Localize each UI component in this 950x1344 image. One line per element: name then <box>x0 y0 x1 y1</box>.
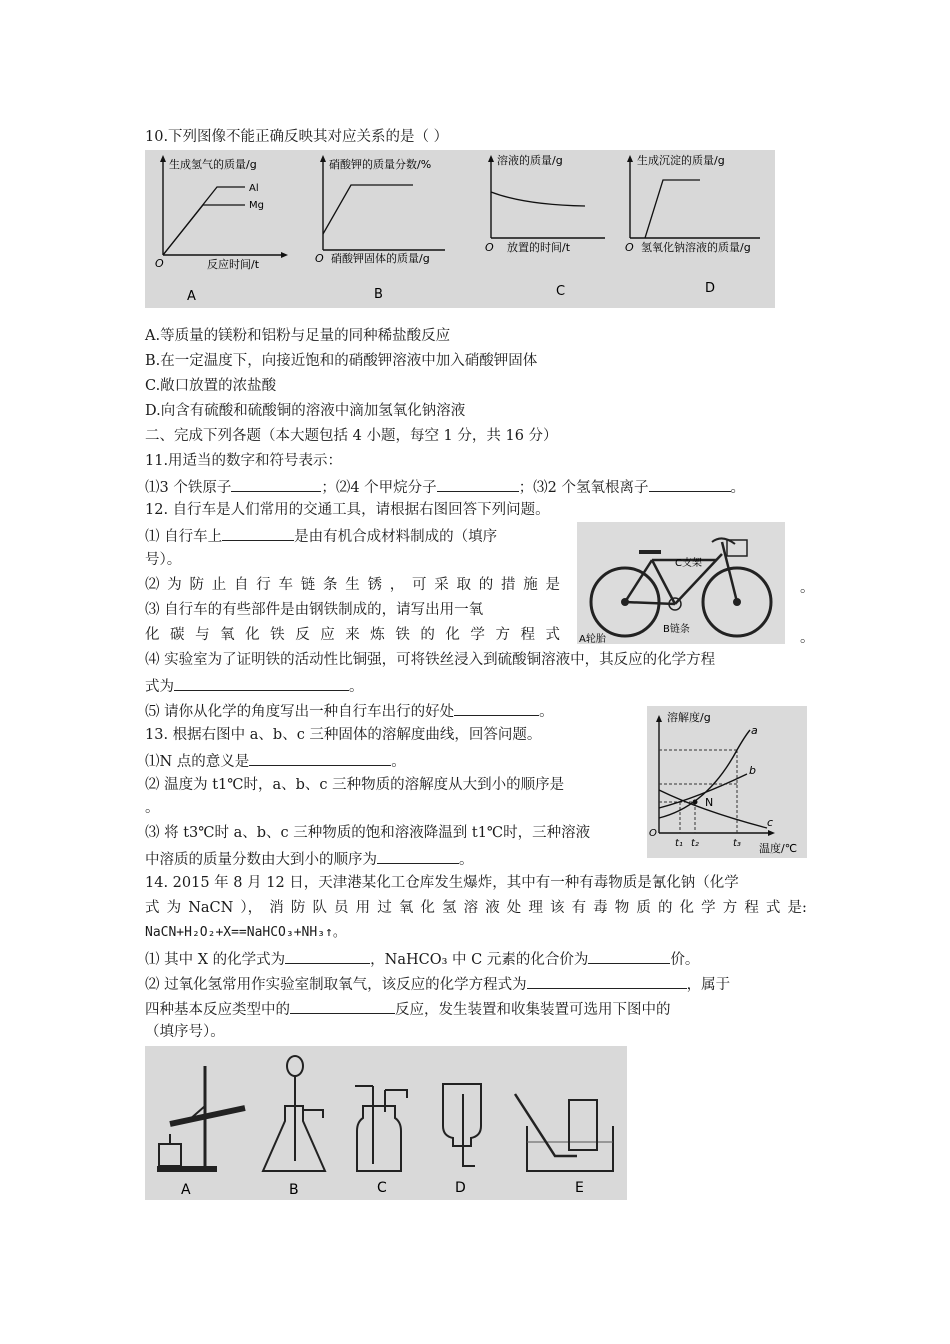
graph-c-origin: O <box>485 241 494 254</box>
q14-line-2-word: 员 <box>334 900 349 916</box>
apparatus-figure <box>145 1046 627 1200</box>
graph-d-ylabel: 生成沉淀的质量/g <box>637 154 725 167</box>
solubility-xlabel: 温度/℃ <box>759 842 798 855</box>
q12-s2-char: 采 <box>434 577 449 593</box>
q14-line-2-word: ）， <box>240 900 263 916</box>
solubility-origin: O <box>649 828 657 839</box>
q12-s3b-char: 铁 <box>270 627 285 643</box>
q14-line-2-word: 氢 <box>442 900 457 916</box>
q14-blank-1[interactable] <box>285 947 370 964</box>
q14-s2e: （填序号）。 <box>145 1024 225 1040</box>
q14-line-2-word: 防 <box>290 900 306 916</box>
q14-blank-2[interactable] <box>588 947 670 964</box>
q12-stem: 12. 自行车是人们常用的交通工具，请根据右图回答下列问题。 <box>145 502 550 518</box>
q14-line-2-word: 有 <box>571 900 587 916</box>
bike-label-a: A轮胎 <box>579 634 606 644</box>
q13-s3a: ⑶ 将 t3℃时 a、b、c 三种物质的饱和溶液降温到 t1℃时，三种溶液 <box>145 825 591 841</box>
q12-s5-end: 。 <box>539 704 554 720</box>
q14-line-2-word: 学 <box>701 900 716 916</box>
q14-s1-text-c: 价。 <box>670 952 700 968</box>
q12-s1c: 号）。 <box>145 552 182 568</box>
q12-s3b-char: 碳 <box>170 627 185 643</box>
q12-blank-5[interactable] <box>454 699 539 716</box>
apparatus-e <box>515 1094 613 1196</box>
q14-line-2-word: NaCN <box>188 900 234 916</box>
curve-c-label: c <box>767 816 774 829</box>
apparatus-a-label: A <box>181 1182 191 1198</box>
q14-s1-text-a: ⑴ 其中 X 的化学式为 <box>145 952 286 968</box>
q11-end: 。 <box>730 480 746 496</box>
graph-a-letter: A <box>187 289 196 304</box>
graph-a-origin: O <box>155 257 164 270</box>
q14-line-2-word: 质 <box>636 900 651 916</box>
q12-s2-char: ， <box>389 577 405 593</box>
q12-s3b-char: 式 <box>545 627 560 643</box>
q14-line-2 <box>145 897 807 919</box>
q14-line-2-word: 式 <box>145 900 160 916</box>
q12-s1 <box>145 524 497 548</box>
q14-s2-text-a: ⑵ 过氧化氢常用作实验室制取氧气，该反应的化学方程式为 <box>145 977 527 993</box>
q12-s3b-char: 与 <box>195 627 210 643</box>
q12-s3b-char: 反 <box>295 627 310 643</box>
q12-s2-char: ⑵ <box>145 577 160 593</box>
q13-s3-end: 。 <box>459 852 474 868</box>
graph-c-letter: C <box>556 284 566 299</box>
q12-s2 <box>145 574 560 596</box>
section-2-heading: 二、完成下列各题（本大题包括 4 小题，每空 1 分，共 16 分） <box>145 428 558 444</box>
q12-s3b-char: 铁 <box>395 627 410 643</box>
graph-d <box>625 153 760 296</box>
graph-c-ylabel: 溶液的质量/g <box>497 154 563 167</box>
q12-blank-1[interactable] <box>222 524 294 541</box>
bike-label-b: B链条 <box>663 624 690 635</box>
q14-line-2-word: 溶 <box>463 900 479 916</box>
q12-s2-char: 施 <box>523 577 538 593</box>
q12-s2-char: 的 <box>478 577 494 593</box>
tick-t2: t₂ <box>691 838 699 849</box>
q12-s5-text: ⑸ 请你从化学的角度写出一种自行车出行的好处 <box>145 704 455 720</box>
q12-s2-char: 防 <box>189 577 204 593</box>
q13-s1-text: ⑴N 点的意义是 <box>145 754 250 770</box>
q11-blank-3[interactable] <box>649 475 731 492</box>
q14-blank-4[interactable] <box>290 997 395 1014</box>
tick-t3: t₃ <box>733 838 741 849</box>
q11-part-2: ；⑵4 个甲烷分子 <box>321 480 437 496</box>
q12-s3b-char: 氧 <box>220 627 235 643</box>
curve-b-label: b <box>749 764 756 777</box>
q10-graphs-figure <box>145 150 775 308</box>
q11-blank-2[interactable] <box>437 475 519 492</box>
graph-b-letter: B <box>374 287 383 302</box>
q13-s2-end: 。 <box>145 800 160 816</box>
q13-blank-1[interactable] <box>249 749 391 766</box>
q14-line-2-word: 化 <box>679 900 695 916</box>
q12-s3b-char: 化 <box>445 627 460 643</box>
q10-option-c: C.敞口放置的浓盐酸 <box>145 378 277 394</box>
q13-blank-3[interactable] <box>377 847 459 864</box>
apparatus-e-label: E <box>575 1180 584 1196</box>
bike-label-c: C支架 <box>675 558 702 569</box>
apparatus-d <box>443 1084 481 1196</box>
q12-s1-text-b: 是由有机合成材料制成的（填序 <box>294 529 498 545</box>
q13-s1 <box>145 749 406 773</box>
q14-line-2-word: 的 <box>657 900 673 916</box>
q12-s4b-text: 式为 <box>145 679 174 695</box>
apparatus-d-label: D <box>455 1180 466 1196</box>
q14-line-2-word: 为 <box>166 900 182 916</box>
graph-b <box>315 155 445 302</box>
q10-stem: 10.下列图像不能正确反映其对应关系的是（ ） <box>145 129 449 145</box>
q14-line-2-word: 氧 <box>398 900 414 916</box>
q12-s2-char: 止 <box>211 577 227 593</box>
q12-s2-char: 条 <box>323 577 338 593</box>
q12-s5 <box>145 699 554 723</box>
graph-b-xlabel: 硝酸钾固体的质量/g <box>331 252 430 265</box>
q12-s1-text-a: ⑴ 自行车上 <box>145 529 223 545</box>
graph-d-xlabel: 氢氧化钠溶液的质量/g <box>641 241 751 254</box>
q12-s3b <box>145 624 560 646</box>
q13-s2: ⑵ 温度为 t1℃时，a、b、c 三种物质的溶解度从大到小的顺序是 <box>145 777 565 793</box>
q14-s2d-text: 反应，发生装置和收集装置可选用下图中的 <box>395 1002 671 1018</box>
q14-s2c-text: 四种基本反应类型中的 <box>145 1002 290 1018</box>
q12-s2-char: 链 <box>300 577 316 593</box>
q10-option-a: A.等质量的镁粉和铝粉与足量的同种稀盐酸反应 <box>145 328 451 344</box>
q12-s2-char: 是 <box>545 577 560 593</box>
q14-line-2-word: 处 <box>506 900 522 916</box>
q14-s1-text-b: ，NaHCO₃ 中 C 元素的化合价为 <box>370 952 589 968</box>
q11-part-3: ；⑶2 个氢氧根离子 <box>518 480 649 496</box>
graph-c-xlabel: 放置的时间/t <box>507 241 571 254</box>
q11-blank-1[interactable] <box>231 475 321 492</box>
graph-c <box>485 153 605 299</box>
apparatus-b-label: B <box>289 1182 299 1198</box>
q11-stem: 11.用适当的数字和符号表示： <box>145 453 343 469</box>
q14-s2c <box>145 997 671 1021</box>
q14-line-2-word: 是: <box>787 900 807 916</box>
q14-line-2-word: 该 <box>549 900 565 916</box>
graph-a-al: Al <box>249 183 259 194</box>
q12-s3-end: 。 <box>800 630 815 646</box>
apparatus-c <box>355 1086 407 1196</box>
q14-line-2-word: 式 <box>765 900 781 916</box>
q12-s3b-char: 程 <box>520 627 535 643</box>
q14-line-2-word: 过 <box>377 900 392 916</box>
q14-equation: NaCN+H₂O₂+X==NaHCO₃+NH₃↑。 <box>145 925 346 940</box>
q14-blank-3[interactable] <box>527 972 687 989</box>
q13-s3b <box>145 847 474 871</box>
graph-b-ylabel: 硝酸钾的质量分数/% <box>329 158 432 171</box>
q12-s4b <box>145 674 364 698</box>
graph-a <box>155 155 288 304</box>
q12-blank-4[interactable] <box>174 674 349 691</box>
curve-a-label: a <box>751 724 758 737</box>
q14-line-2-word: 液 <box>485 900 500 916</box>
q12-s3b-char: 方 <box>495 627 510 643</box>
q12-s2-char: 车 <box>278 577 293 593</box>
solubility-ylabel: 溶解度/g <box>667 711 711 724</box>
q14-line-2-word: 理 <box>528 900 543 916</box>
q12-s3b-char: 炼 <box>370 627 385 643</box>
q12-s2-char: 可 <box>412 577 427 593</box>
q12-s3b-char: 化 <box>145 627 160 643</box>
q11-part-1: ⑴3 个铁原子 <box>145 480 232 496</box>
graph-a-mg: Mg <box>249 200 264 211</box>
q12-s2-char: 取 <box>456 577 471 593</box>
q12-s3b-char: 学 <box>470 627 485 643</box>
q12-s4a: ⑷ 实验室为了证明铁的活动性比铜强，可将铁丝浸入到硫酸铜溶液中，其反应的化学方程 <box>145 652 716 668</box>
apparatus-a <box>157 1066 245 1198</box>
solubility-chart <box>647 706 807 858</box>
q12-s2-char: 为 <box>167 577 182 593</box>
q14-s2 <box>145 972 730 996</box>
q14-line-2-word: 化 <box>420 900 435 916</box>
q12-s3b-char: 来 <box>345 627 360 643</box>
q13-stem: 13. 根据右图中 a、b、c 三种固体的溶解度曲线，回答问题。 <box>145 727 542 743</box>
q14-line-2-word: 消 <box>269 900 284 916</box>
graph-d-origin: O <box>625 241 634 254</box>
q12-s3b-char: 的 <box>420 627 435 643</box>
q14-line-2-word: 物 <box>614 900 630 916</box>
q12-s2-char: 自 <box>234 577 249 593</box>
q14-line-1: 14. 2015 年 8 月 12 日，天津港某化工仓库发生爆炸，其中有一种有毒物质是氰化钠（化学 <box>145 875 739 891</box>
q14-line-2-word: 队 <box>312 900 327 916</box>
q12-s2-end: 。 <box>800 580 815 596</box>
q12-s4-end: 。 <box>349 679 364 695</box>
q12-s2-char: 生 <box>345 577 360 593</box>
q14-line-2-word: 用 <box>355 900 371 916</box>
q14-line-2-word: 程 <box>744 900 759 916</box>
point-n-label: N <box>705 796 714 809</box>
q12-s3a: ⑶ 自行车的有些部件是由钢铁制成的，请写出用一氧 <box>145 602 484 618</box>
q12-s3b-char: 应 <box>320 627 335 643</box>
q12-s3b-char: 化 <box>245 627 260 643</box>
q13-s3b-text: 中溶质的质量分数由大到小的顺序为 <box>145 852 377 868</box>
q12-s2-char: 行 <box>256 577 271 593</box>
q14-line-2-word: 毒 <box>593 900 608 916</box>
apparatus-b <box>263 1056 325 1198</box>
q12-s2-char: 措 <box>501 577 516 593</box>
graph-a-xlabel: 反应时间/t <box>207 258 260 271</box>
bicycle-figure <box>577 522 785 644</box>
q12-s2-char: 锈 <box>367 577 382 593</box>
q10-option-b: B.在一定温度下，向接近饱和的硝酸钾溶液中加入硝酸钾固体 <box>145 353 538 369</box>
q10-option-d: D.向含有硫酸和硫酸铜的溶液中滴加氢氧化钠溶液 <box>145 403 466 419</box>
q14-s1 <box>145 947 699 971</box>
q13-s1-end: 。 <box>391 754 406 770</box>
tick-t1: t₁ <box>675 838 683 849</box>
q14-line-2-word: 方 <box>722 900 738 916</box>
graph-a-ylabel: 生成氢气的质量/g <box>169 158 257 171</box>
apparatus-c-label: C <box>377 1180 387 1196</box>
q11-parts <box>145 475 745 499</box>
q14-s2-text-b: ，属于 <box>686 977 731 993</box>
graph-d-letter: D <box>705 281 716 296</box>
graph-b-origin: O <box>315 252 324 265</box>
